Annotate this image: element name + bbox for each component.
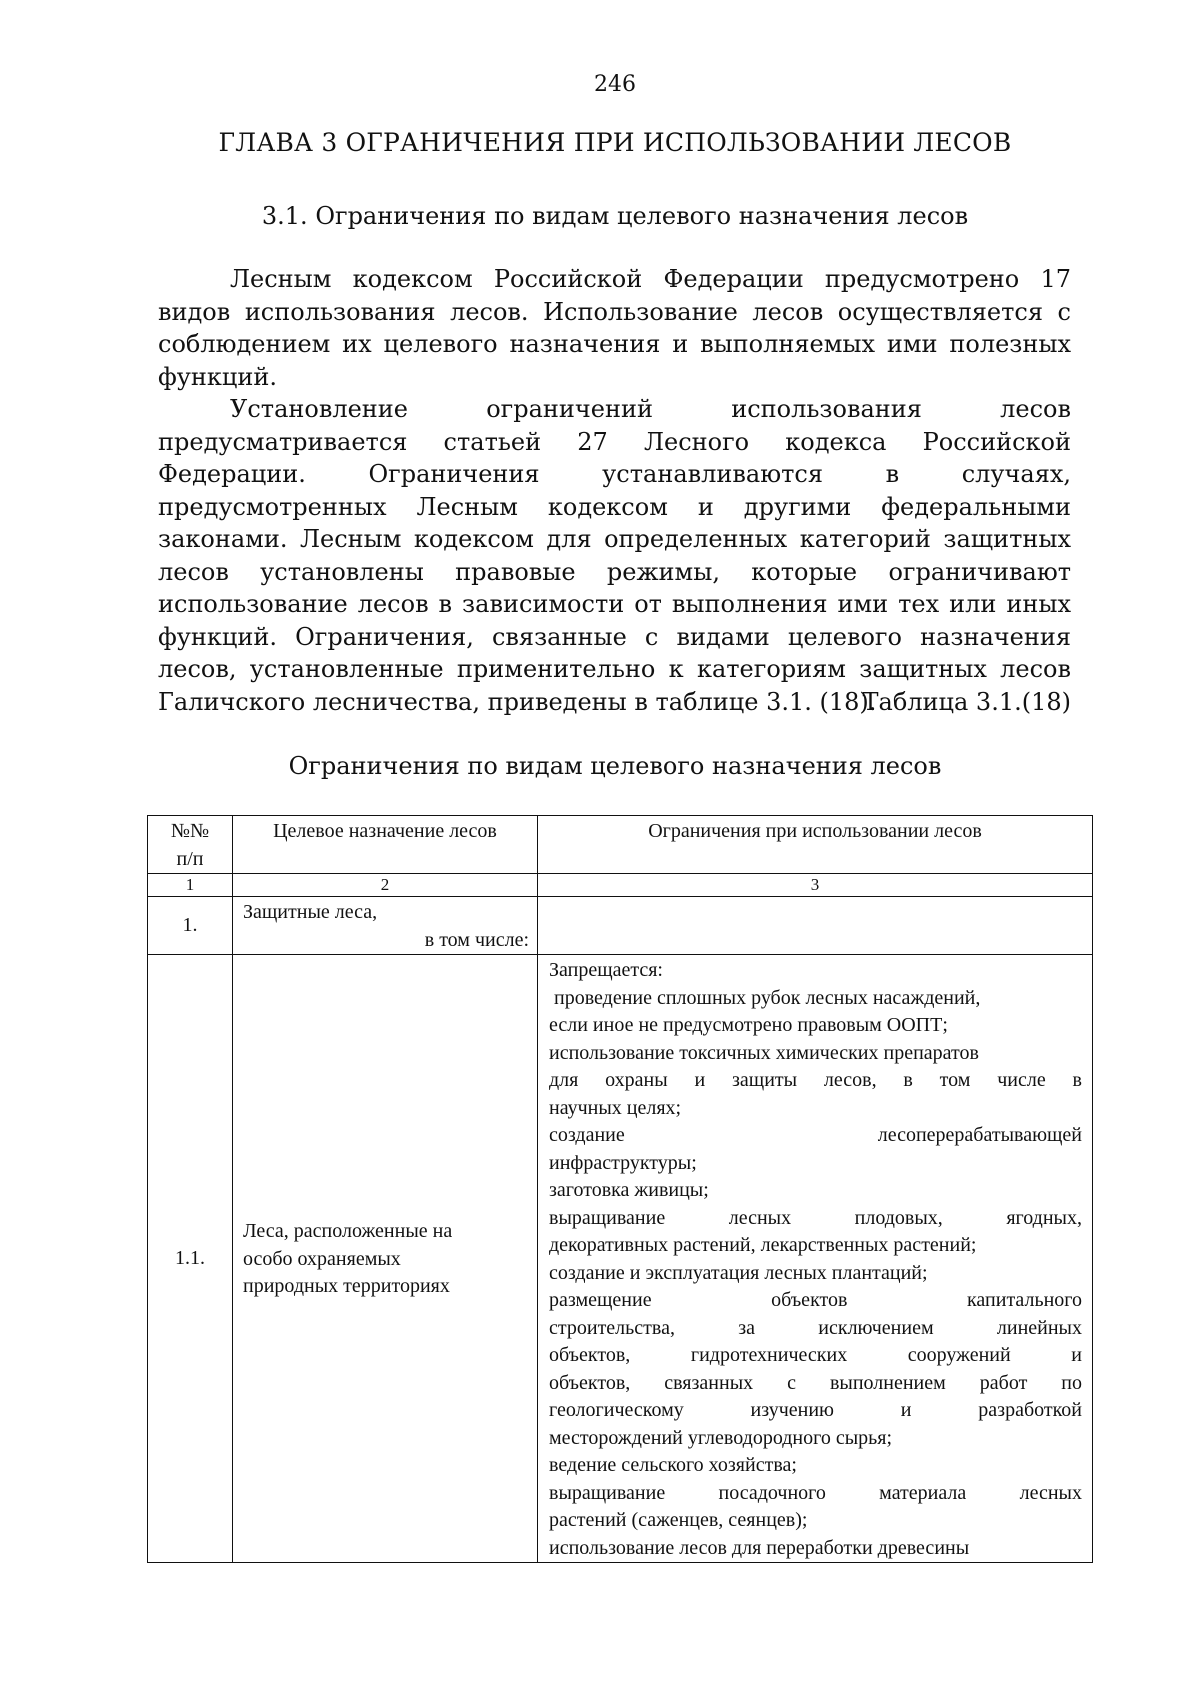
row-2-purpose-line: природных территориях (243, 1275, 450, 1298)
row-2-purpose (233, 955, 538, 1563)
table-label: Таблица 3.1.(18) (862, 688, 1071, 716)
restriction-line: проведение сплошных рубок лесных насаждений, (549, 986, 981, 1009)
restriction-line: объектов, гидротехнических сооружений и (549, 1344, 1082, 1366)
restriction-line: размещение объектов капитального (549, 1289, 1082, 1311)
page-number: 246 (594, 72, 636, 97)
col-number-3: 3 (538, 874, 1093, 897)
restriction-line: строительства, за исключением линейных (549, 1316, 1082, 1339)
restriction-line: создание лесоперерабатывающей (549, 1124, 1082, 1146)
restriction-line: месторождений углеводородного сырья; (549, 1426, 893, 1449)
restriction-line: для охраны и защиты лесов, в том числе в (549, 1069, 1082, 1091)
row-1-num: 1. (148, 897, 233, 955)
row-2-purpose-line: Леса, расположенные на (243, 1220, 453, 1243)
row-2-purpose-line: особо охраняемых (243, 1247, 401, 1270)
restriction-line: инфраструктуры; (549, 1151, 697, 1174)
restriction-line: выращивание посадочного материала лесных (549, 1481, 1082, 1504)
restriction-line: растений (саженцев, сеянцев); (549, 1509, 808, 1531)
row-2-num: 1.1. (148, 955, 233, 1563)
row-2-restrictions (538, 955, 1093, 1563)
col-number-2: 2 (233, 874, 538, 897)
header-purpose: Целевое назначение лесов (233, 816, 538, 874)
row-1-purpose-line2: в том числе: (424, 928, 529, 951)
restriction-line: декоративных растений, лекарственных растений; (549, 1234, 977, 1256)
table-row (148, 955, 1093, 1563)
table-header-row (148, 816, 1093, 874)
restriction-line: заготовка живицы; (549, 1179, 709, 1201)
paragraph-1: Лесным кодексом Российской Федерации предусмотрено 17 видов использования лесов. Использование лесов осуществляется с соблюдением их целевого назначения и выполняемых ими полезных функций. (158, 265, 1071, 391)
row-1-restrictions (538, 897, 1093, 955)
body-text (158, 263, 1071, 718)
col-number-1: 1 (148, 874, 233, 897)
header-num-line1: №№ (170, 820, 210, 842)
column-number-row (148, 874, 1093, 897)
restriction-line: создание и эксплуатация лесных плантаций; (549, 1261, 928, 1284)
table-row (148, 897, 1093, 955)
row-1-purpose (233, 897, 538, 955)
chapter-title: ГЛАВА 3 ОГРАНИЧЕНИЯ ПРИ ИСПОЛЬЗОВАНИИ ЛЕСОВ (218, 128, 1012, 157)
header-num-line2: п/п (176, 847, 204, 870)
section-title: 3.1. Ограничения по видам целевого назначения лесов (261, 202, 969, 230)
restriction-line: использование токсичных химических препаратов (549, 1041, 979, 1064)
row-1-purpose-line1: Защитные леса, (243, 901, 378, 923)
restriction-line: объектов, связанных с выполнением работ по (549, 1371, 1082, 1394)
restriction-line: геологическому изучению и разработкой (549, 1399, 1082, 1421)
restriction-line: ведение сельского хозяйства; (549, 1454, 797, 1476)
restriction-line: научных целях; (549, 1096, 682, 1119)
table-title: Ограничения по видам целевого назначения лесов (288, 752, 942, 780)
paragraph-2: Установление ограничений использования лесов предусматривается статьей 27 Лесного кодекса Российской Федерации. Ограничения устанавливаются в случаях, предусмотренных Лесным кодексом и другими федеральными законами. Лесным кодексом для определенных категорий защитных лесов установлены правовые режимы, которые ограничивают использование лесов в зависимости от выполнения ими тех или иных функций. Ограничения, связанные с видами целевого назначения лесов, установленные применительно к категориям защитных лесов Галичского лесничества, приведены в таблице 3.1. (18). (158, 395, 1071, 716)
restriction-line: использование лесов для переработки древесины (549, 1536, 970, 1559)
header-num (148, 816, 233, 874)
header-restrictions: Ограничения при использовании лесов (538, 816, 1093, 874)
restriction-line: Запрещается: (549, 959, 663, 981)
restriction-line: если иное не предусмотрено правовым ООПТ; (549, 1014, 948, 1036)
restrictions-table (147, 815, 1093, 1563)
restriction-list (538, 955, 1092, 1562)
restriction-line: выращивание лесных плодовых, ягодных, (549, 1206, 1082, 1229)
